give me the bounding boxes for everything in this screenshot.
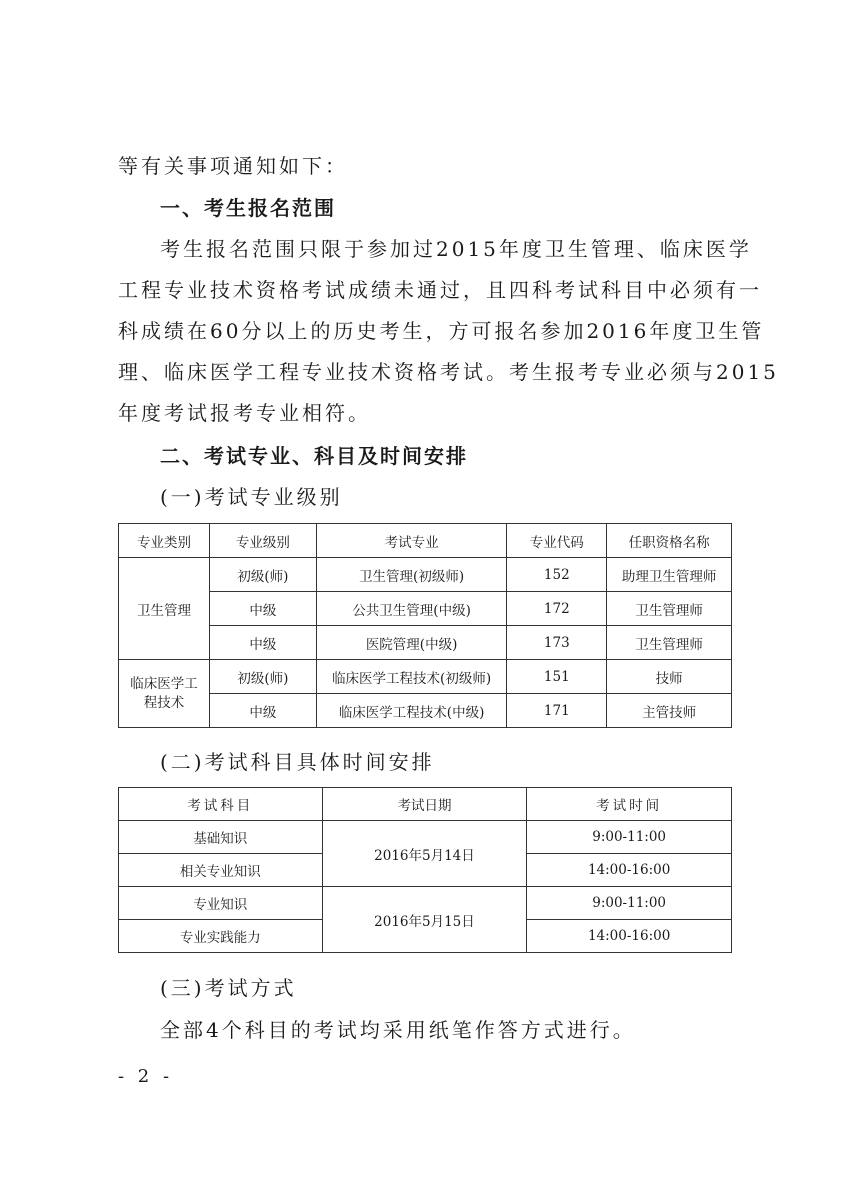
page-number: - 2 - [118, 1066, 174, 1087]
table-header-cell: 考试日期 [322, 788, 527, 821]
section1-line-2: 工程专业技术资格考试成绩未通过，且四科考试科目中必须有一 [118, 278, 762, 302]
table-row [119, 821, 732, 854]
category-label: 临床医学工程技术 [130, 675, 198, 711]
table-row [119, 558, 732, 592]
subject-cell: 基础知识 [119, 821, 323, 854]
code-cell: 152 [507, 558, 607, 592]
level-cell: 初级(师) [209, 660, 316, 694]
level-cell: 中级 [209, 694, 316, 728]
code-cell: 171 [507, 694, 607, 728]
level-cell: 中级 [209, 592, 316, 626]
table-header-cell: 考试时间 [527, 788, 732, 821]
section1-line-4: 理、临床医学工程专业技术资格考试。考生报考专业必须与2015 [118, 360, 779, 384]
code-cell: 172 [507, 592, 607, 626]
level-cell: 中级 [209, 626, 316, 660]
exam-schedule-table [118, 787, 732, 953]
specialty-cell: 卫生管理(初级师) [316, 558, 507, 592]
time-cell: 9:00-11:00 [527, 821, 732, 854]
time-cell: 14:00-16:00 [527, 854, 732, 887]
sub2-heading: (二)考试科目具体时间安排 [160, 750, 435, 774]
table-header-cell: 专业类别 [119, 524, 210, 558]
table-row [119, 592, 732, 626]
category-cell: 卫生管理 [119, 558, 210, 660]
qualification-cell: 助理卫生管理师 [607, 558, 732, 592]
specialty-cell: 临床医学工程技术(中级) [316, 694, 507, 728]
sub3-text: 全部4个科目的考试均采用纸笔作答方式进行。 [160, 1018, 636, 1042]
table-header-cell: 考试科目 [119, 788, 323, 821]
specialty-cell: 公共卫生管理(中级) [316, 592, 507, 626]
table-row [119, 660, 732, 694]
sub1-heading: (一)考试专业级别 [160, 485, 343, 509]
table-row [119, 887, 732, 920]
qualification-cell: 卫生管理师 [607, 626, 732, 660]
table-header-row [119, 524, 732, 558]
category-cell [119, 660, 210, 728]
time-cell: 14:00-16:00 [527, 920, 732, 953]
intro-text: 等有关事项通知如下： [118, 154, 348, 178]
code-cell: 151 [507, 660, 607, 694]
table-header-cell: 考试专业 [316, 524, 507, 558]
section1-line-3: 科成绩在60分以上的历史考生，方可报名参加2016年度卫生管 [118, 319, 765, 343]
sub3-heading: (三)考试方式 [160, 976, 297, 1000]
section2-heading: 二、考试专业、科目及时间安排 [160, 444, 468, 468]
section1-line-1: 考生报名范围只限于参加过2015年度卫生管理、临床医学 [160, 237, 752, 261]
date-cell: 2016年5月15日 [322, 887, 527, 953]
subject-cell: 相关专业知识 [119, 854, 323, 887]
table-header-cell: 专业级别 [209, 524, 316, 558]
table-header-row [119, 788, 732, 821]
time-cell: 9:00-11:00 [527, 887, 732, 920]
qualification-cell: 主管技师 [607, 694, 732, 728]
table-header-cell: 专业代码 [507, 524, 607, 558]
table-row [119, 626, 732, 660]
table-row [119, 694, 732, 728]
section1-heading: 一、考生报名范围 [160, 196, 336, 220]
subject-cell: 专业知识 [119, 887, 323, 920]
subject-cell: 专业实践能力 [119, 920, 323, 953]
specialty-cell: 医院管理(中级) [316, 626, 507, 660]
section1-line-5: 年度考试报考专业相符。 [118, 401, 371, 425]
qualification-cell: 卫生管理师 [607, 592, 732, 626]
date-cell: 2016年5月14日 [322, 821, 527, 887]
level-cell: 初级(师) [209, 558, 316, 592]
table-header-cell: 任职资格名称 [607, 524, 732, 558]
exam-specialty-table [118, 523, 732, 728]
code-cell: 173 [507, 626, 607, 660]
qualification-cell: 技师 [607, 660, 732, 694]
specialty-cell: 临床医学工程技术(初级师) [316, 660, 507, 694]
